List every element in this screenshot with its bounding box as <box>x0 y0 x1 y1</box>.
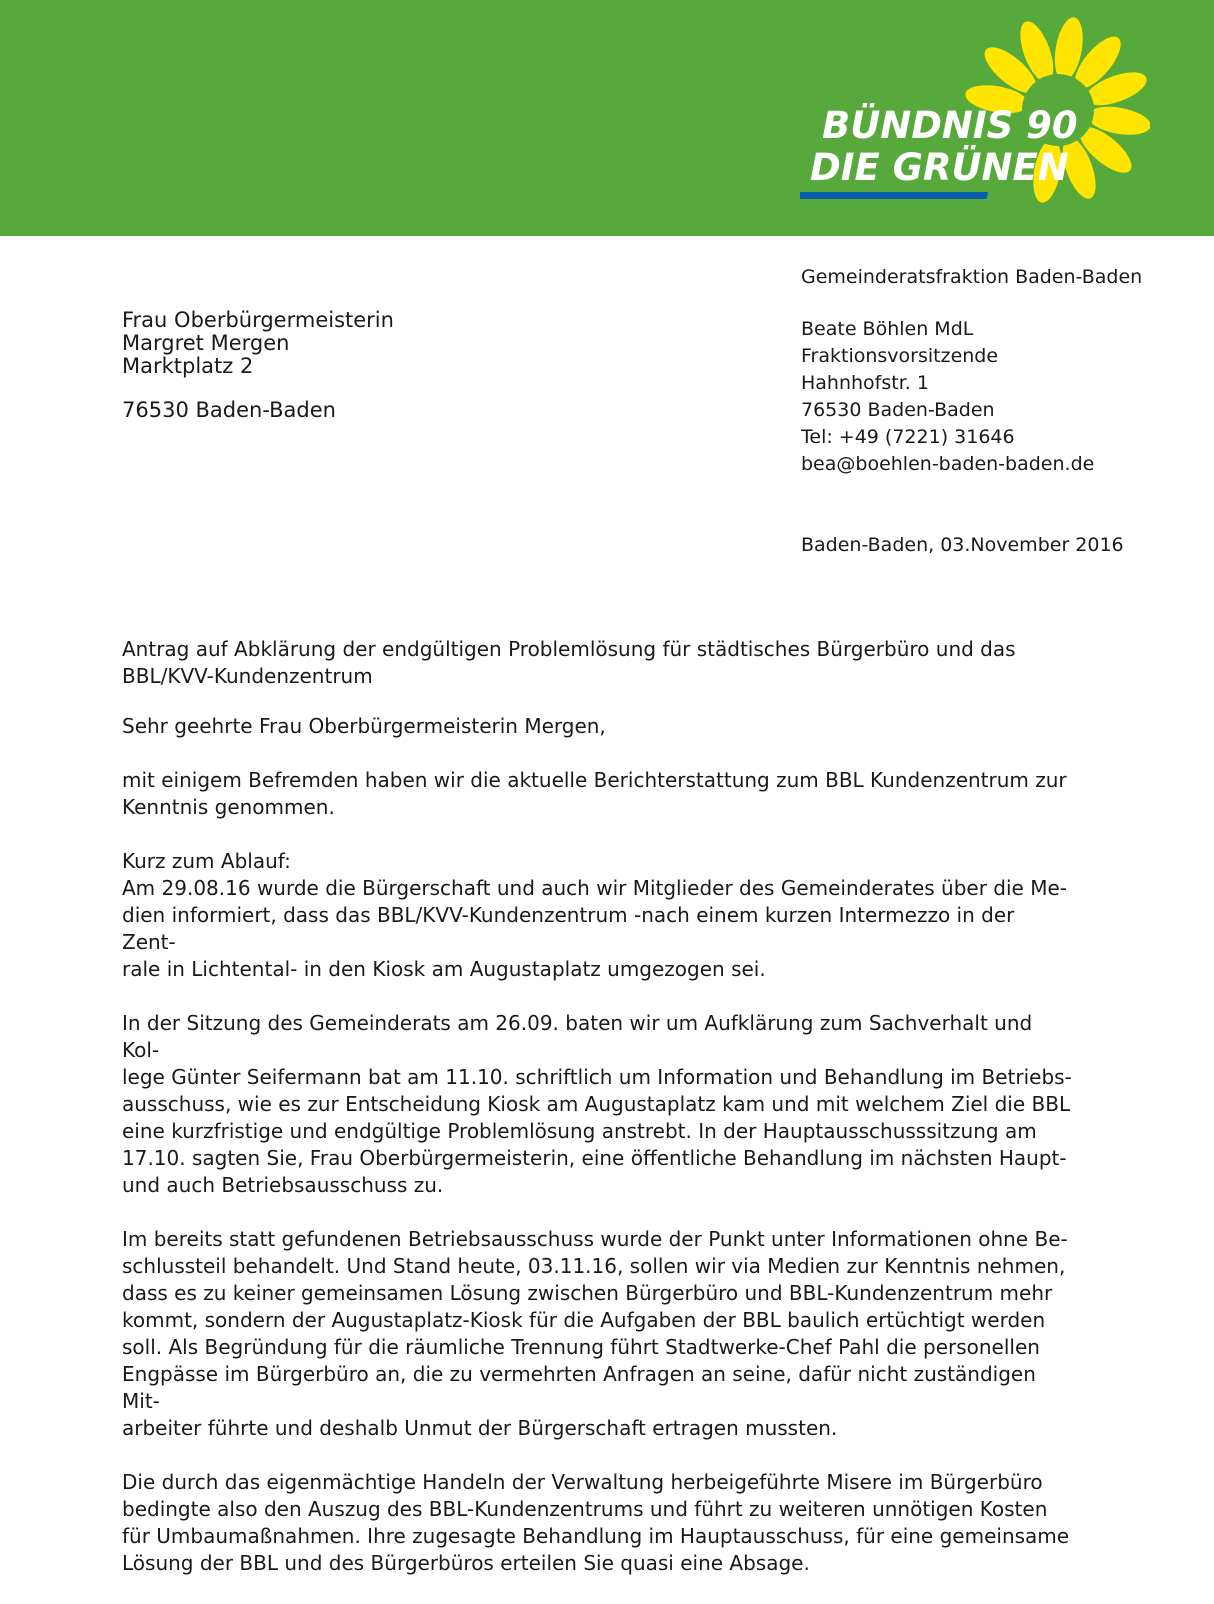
recipient-line: Marktplatz 2 <box>122 354 254 378</box>
logo-line-2: DIE GRÜNEN <box>810 146 1069 189</box>
letter-paragraph: Kurz zum Ablauf: Am 29.08.16 wurde die Bürgerschaft und auch wir Mitglieder des Gemeinderates über die Me- dien informiert, dass das BBL/KVV-Kundenzentrum -nach einem kurzen Intermezzo in der Zent- rale in Lichtental- in den Kiosk am Augustaplatz umgezogen sei. <box>122 849 1067 981</box>
letter-paragraph: Im bereits statt gefundenen Betriebsausschuss wurde der Punkt unter Informationen ohne Be- schlussteil behandelt. Und Stand heute, 03.11.16, sollen wir via Medien zur Kenntnis nehmen, dass es zu keiner gemeinsamen Lösung zwischen Bürgerbüro und BBL-Kundenzentrum mehr kommt, sondern der Augustaplatz-Kiosk für die Aufgaben der BBL baulich ertüchtigt werden soll. Als Begründung für die räumliche Trennung führt Stadtwerke-Chef Pahl die personellen Engpässe im Bürgerbüro an, die zu vermehrten Anfragen an seine, dafür nicht zuständigen Mit- arbeiter führte und deshalb Unmut der Bürgerschaft ertragen mussten. <box>122 1227 1068 1440</box>
recipient-address <box>122 309 622 422</box>
letter-paragraph: Die durch das eigenmächtige Handeln der Verwaltung herbeigeführte Misere im Bürgerbüro bedingte also den Auszug des BBL-Kundenzentrums und führt zu weiteren unnötigen Kosten für Umbaumaßnahmen. Ihre zugesagte Behandlung im Hauptausschuss, für eine gemeinsame Lösung der BBL und des Bürgerbüros erteilen Sie quasi eine Absage. <box>122 1470 1070 1575</box>
recipient-line: Margret Mergen <box>122 331 290 355</box>
sunflower-icon <box>800 14 1150 214</box>
letter-salutation: Sehr geehrte Frau Oberbürgermeisterin Mergen, <box>122 714 606 738</box>
party-logo <box>800 14 1150 214</box>
letter-date: Baden-Baden, 03.November 2016 <box>801 534 1124 556</box>
sender-line: 76530 Baden-Baden <box>801 399 995 421</box>
sender-line: Tel: +49 (7221) 31646 <box>801 426 1015 448</box>
sender-line: Hahnhofstr. 1 <box>801 372 929 394</box>
letter-paragraph: mit einigem Befremden haben wir die aktuelle Berichterstattung zum BBL Kundenzentrum zur Kenntnis genommen. <box>122 768 1067 819</box>
letter-subject: Antrag auf Abklärung der endgültigen Problemlösung für städtisches Bürgerbüro und das BBL/KVV-Kundenzentrum <box>122 637 1016 688</box>
sender-line: Beate Böhlen MdL <box>801 318 974 340</box>
letterhead-banner <box>0 0 1214 236</box>
sender-organization: Gemeinderatsfraktion Baden-Baden <box>801 266 1143 288</box>
letter-paragraph: In der Sitzung des Gemeinderats am 26.09. baten wir um Aufklärung zum Sachverhalt und Kol- lege Günter Seifermann bat am 11.10. schriftlich um Information und Behandlung im Betriebs- ausschuss, wie es zur Entscheidung Kiosk am Augustaplatz kam und mit welchem Ziel die BBL eine kurzfristige und endgültige Problemlösung anstrebt. In der Hauptausschusssitzung am 17.10. sagten Sie, Frau Oberbürgermeisterin, eine öffentliche Behandlung im nächsten Haupt- und auch Betriebsausschuss zu. <box>122 1011 1072 1197</box>
letter-body <box>122 636 1072 1604</box>
sender-email: bea@boehlen-baden-baden.de <box>801 453 1095 475</box>
sender-block <box>801 264 1201 559</box>
logo-line-1: BÜNDNIS 90 <box>822 104 1078 147</box>
recipient-line: Frau Oberbürgermeisterin <box>122 308 394 332</box>
sender-line: Fraktionsvorsitzende <box>801 345 999 367</box>
recipient-city: 76530 Baden-Baden <box>122 398 336 422</box>
